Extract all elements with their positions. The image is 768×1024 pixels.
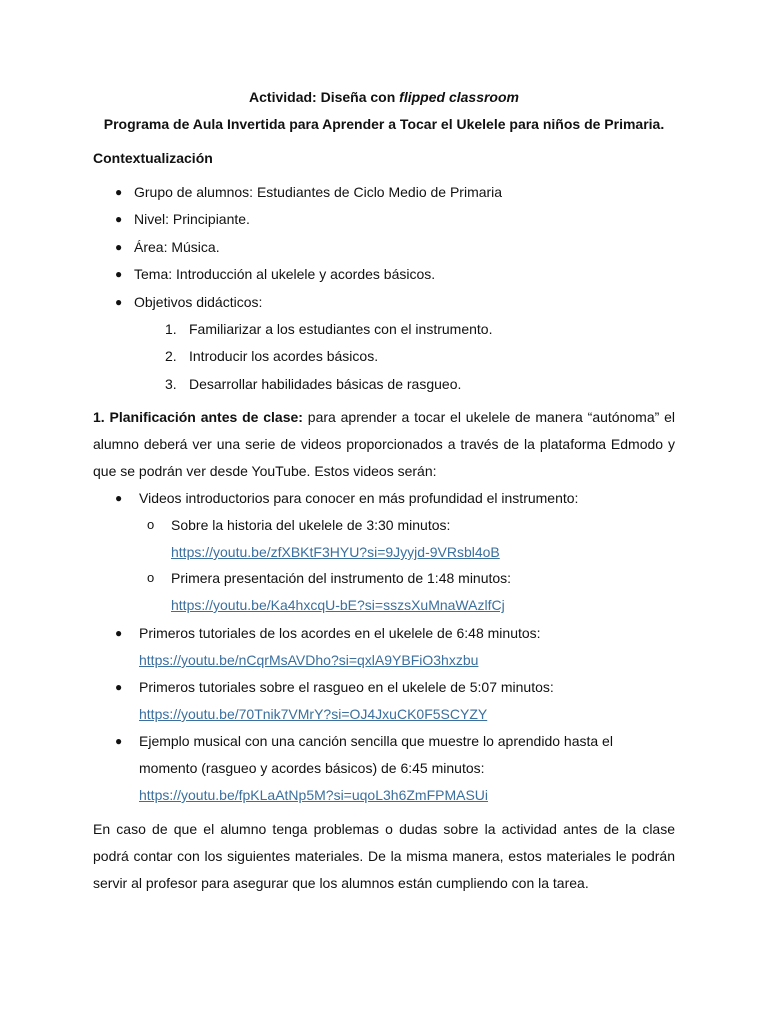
bullet-icon: ● — [115, 491, 123, 505]
bullet-icon: ● — [115, 185, 123, 199]
video-item: Sobre la historia del ukelele de 3:30 minutos: — [171, 517, 451, 533]
bullet-icon: ● — [115, 212, 123, 226]
section1-heading: 1. Planificación antes de clase: — [93, 409, 303, 425]
bullet-icon: ● — [115, 267, 123, 281]
bullet-icon: ● — [115, 680, 123, 694]
list-item: Grupo de alumnos: Estudiantes de Ciclo Medio de Primaria — [134, 184, 503, 200]
closing-line1: En caso de que el alumno tenga problemas o dudas sobre la actividad antes de la clase — [93, 821, 675, 837]
section1-text: para aprender a tocar el ukelele de manera “autónoma” el — [302, 409, 675, 425]
page-subtitle: Programa de Aula Invertida para Aprender a Tocar el Ukelele para niños de Primaria. — [103, 116, 665, 132]
objective-number: 1. — [165, 321, 177, 337]
page-title — [0, 88, 768, 106]
bullet-icon: ● — [115, 626, 123, 640]
title-text: Actividad: Diseña con — [249, 89, 400, 105]
circle-bullet-icon: o — [147, 517, 155, 532]
video-link[interactable]: https://youtu.be/70Tnik7VMrY?si=OJ4JxuCK0F5SCYZY — [139, 706, 488, 722]
context-heading: Contextualización — [93, 150, 213, 166]
videos-intro: Videos introductorios para conocer en más profundidad el instrumento: — [139, 490, 579, 506]
list-item: Objetivos didácticos: — [134, 294, 263, 310]
section1-line2: alumno deberá ver una serie de videos proporcionados a través de la plataforma Edmodo y — [93, 436, 675, 452]
bullet-icon: ● — [115, 240, 123, 254]
closing-line3: servir al profesor para asegurar que los alumnos están cumpliendo con la tarea. — [93, 875, 589, 891]
list-item: Tema: Introducción al ukelele y acordes básicos. — [134, 266, 436, 282]
objective-number: 3. — [165, 376, 177, 392]
video-link[interactable]: https://youtu.be/zfXBKtF3HYU?si=9Jyyjd-9VRsbl4oB — [171, 544, 500, 560]
objective-number: 2. — [165, 348, 177, 364]
objective-item: Familiarizar a los estudiantes con el instrumento. — [189, 321, 493, 337]
video-link[interactable]: https://youtu.be/fpKLaAtNp5M?si=uqoL3h6ZmFPMASUi — [139, 787, 489, 803]
section1-line3: que se podrán ver desde YouTube. Estos videos serán: — [93, 463, 437, 479]
list-item: Nivel: Principiante. — [134, 211, 250, 227]
bullet-icon: ● — [115, 295, 123, 309]
closing-line2: podrá contar con los siguientes materiales. De la misma manera, estos materiales le podrán — [93, 848, 675, 864]
video-item: Primera presentación del instrumento de 1:48 minutos: — [171, 570, 512, 586]
video-item: Primeros tutoriales de los acordes en el ukelele de 6:48 minutos: — [139, 625, 541, 641]
video-link[interactable]: https://youtu.be/Ka4hxcqU-bE?si=sszsXuMnaWAzlfCj — [171, 597, 505, 613]
section1-line1 — [93, 408, 675, 426]
objective-item: Introducir los acordes básicos. — [189, 348, 379, 364]
objective-item: Desarrollar habilidades básicas de rasgueo. — [189, 376, 462, 392]
video-item-cont: momento (rasgueo y acordes básicos) de 6:45 minutos: — [139, 760, 485, 776]
video-item: Primeros tutoriales sobre el rasgueo en el ukelele de 5:07 minutos: — [139, 679, 554, 695]
circle-bullet-icon: o — [147, 570, 155, 585]
list-item: Área: Música. — [134, 239, 220, 255]
title-italic: flipped classroom — [399, 89, 519, 105]
bullet-icon: ● — [115, 734, 123, 748]
video-item: Ejemplo musical con una canción sencilla que muestre lo aprendido hasta el — [139, 733, 613, 749]
video-link[interactable]: https://youtu.be/nCqrMsAVDho?si=qxlA9YBFiO3hxzbu — [139, 652, 479, 668]
